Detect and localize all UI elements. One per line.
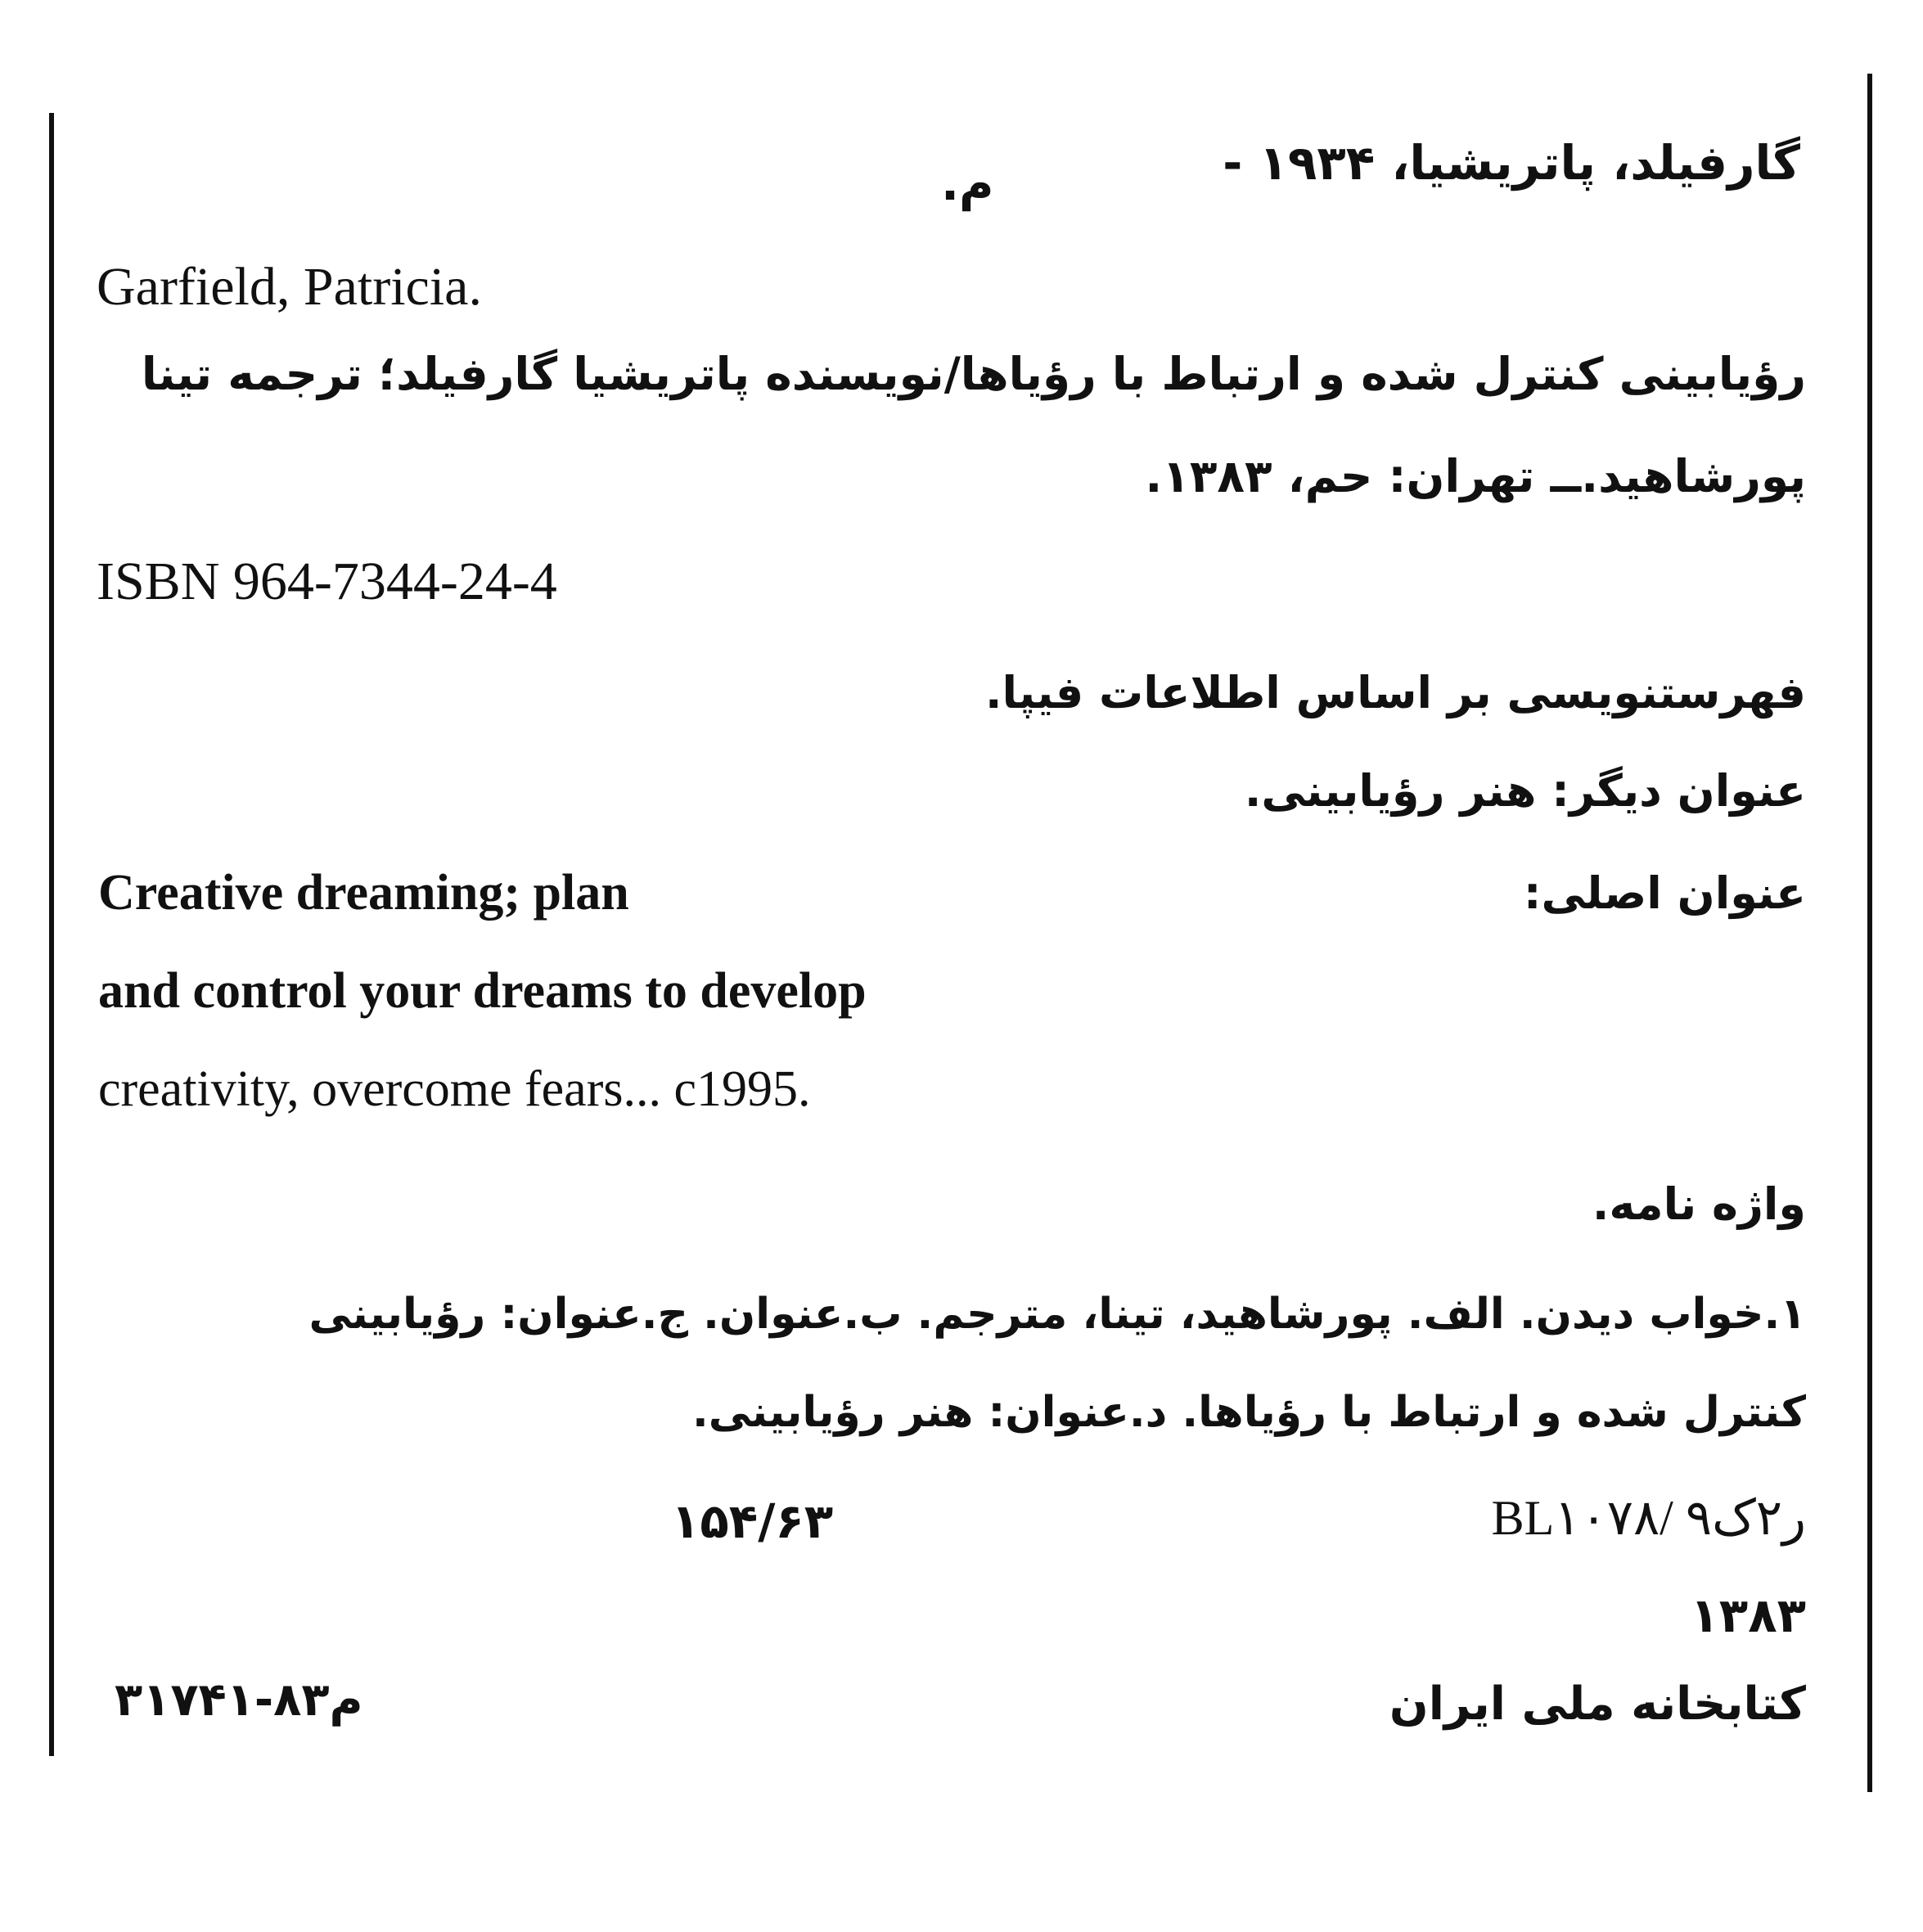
author-heading-suffix: م.	[941, 155, 994, 211]
right-border-line	[1867, 74, 1872, 1792]
isbn: ISBN 964-7344-24-4	[97, 552, 557, 611]
other-title: عنوان دیگر: هنر رؤیابینی.	[1244, 765, 1806, 817]
dewey-number: ۱۵۴/۶۳	[671, 1493, 834, 1549]
left-border-line	[49, 113, 54, 1756]
national-library: کتابخانه ملی ایران	[1389, 1678, 1806, 1731]
subjects-line-2: کنترل شده و ارتباط با رؤیاها. د.عنوان: هنر رؤیابینی.	[692, 1388, 1806, 1437]
lc-classification: BL۱۰۷۸/ ۹ر۲ک	[1491, 1491, 1806, 1545]
original-title-line-3: creativity, overcome fears... c1995.	[98, 1061, 811, 1117]
title-statement-line-1: رؤیابینی کنترل شده و ارتباط با رؤیاها/نویسنده پاتریشیا گارفیلد؛ ترجمه تینا	[141, 348, 1806, 400]
record-number: م۸۳-۳۱۷۴۱	[115, 1673, 363, 1727]
original-title-label: عنوان اصلی:	[1523, 867, 1806, 919]
author-latin-name: Garfield, Patricia.	[97, 257, 482, 317]
original-title-line-2: and control your dreams to develop	[98, 963, 867, 1019]
title-statement-line-2: پورشاهید.ــ تهران: حم، ۱۳۸۳.	[1145, 450, 1806, 502]
glossary-note: واژه نامه.	[1592, 1178, 1806, 1230]
original-title-line-1: Creative dreaming; plan	[98, 865, 629, 921]
author-heading: گارفیلد، پاتریشیا، ۱۹۳۴ -	[1223, 135, 1800, 191]
publication-year: ۱۳۸۳	[1690, 1587, 1806, 1643]
cip-note: فهرستنویسی بر اساس اطلاعات فیپا.	[984, 667, 1806, 718]
subjects-line-1: ۱.خواب دیدن. الف. پورشاهید، تینا، مترجم. ب.عنوان. ج.عنوان: رؤیابینی	[308, 1290, 1806, 1339]
